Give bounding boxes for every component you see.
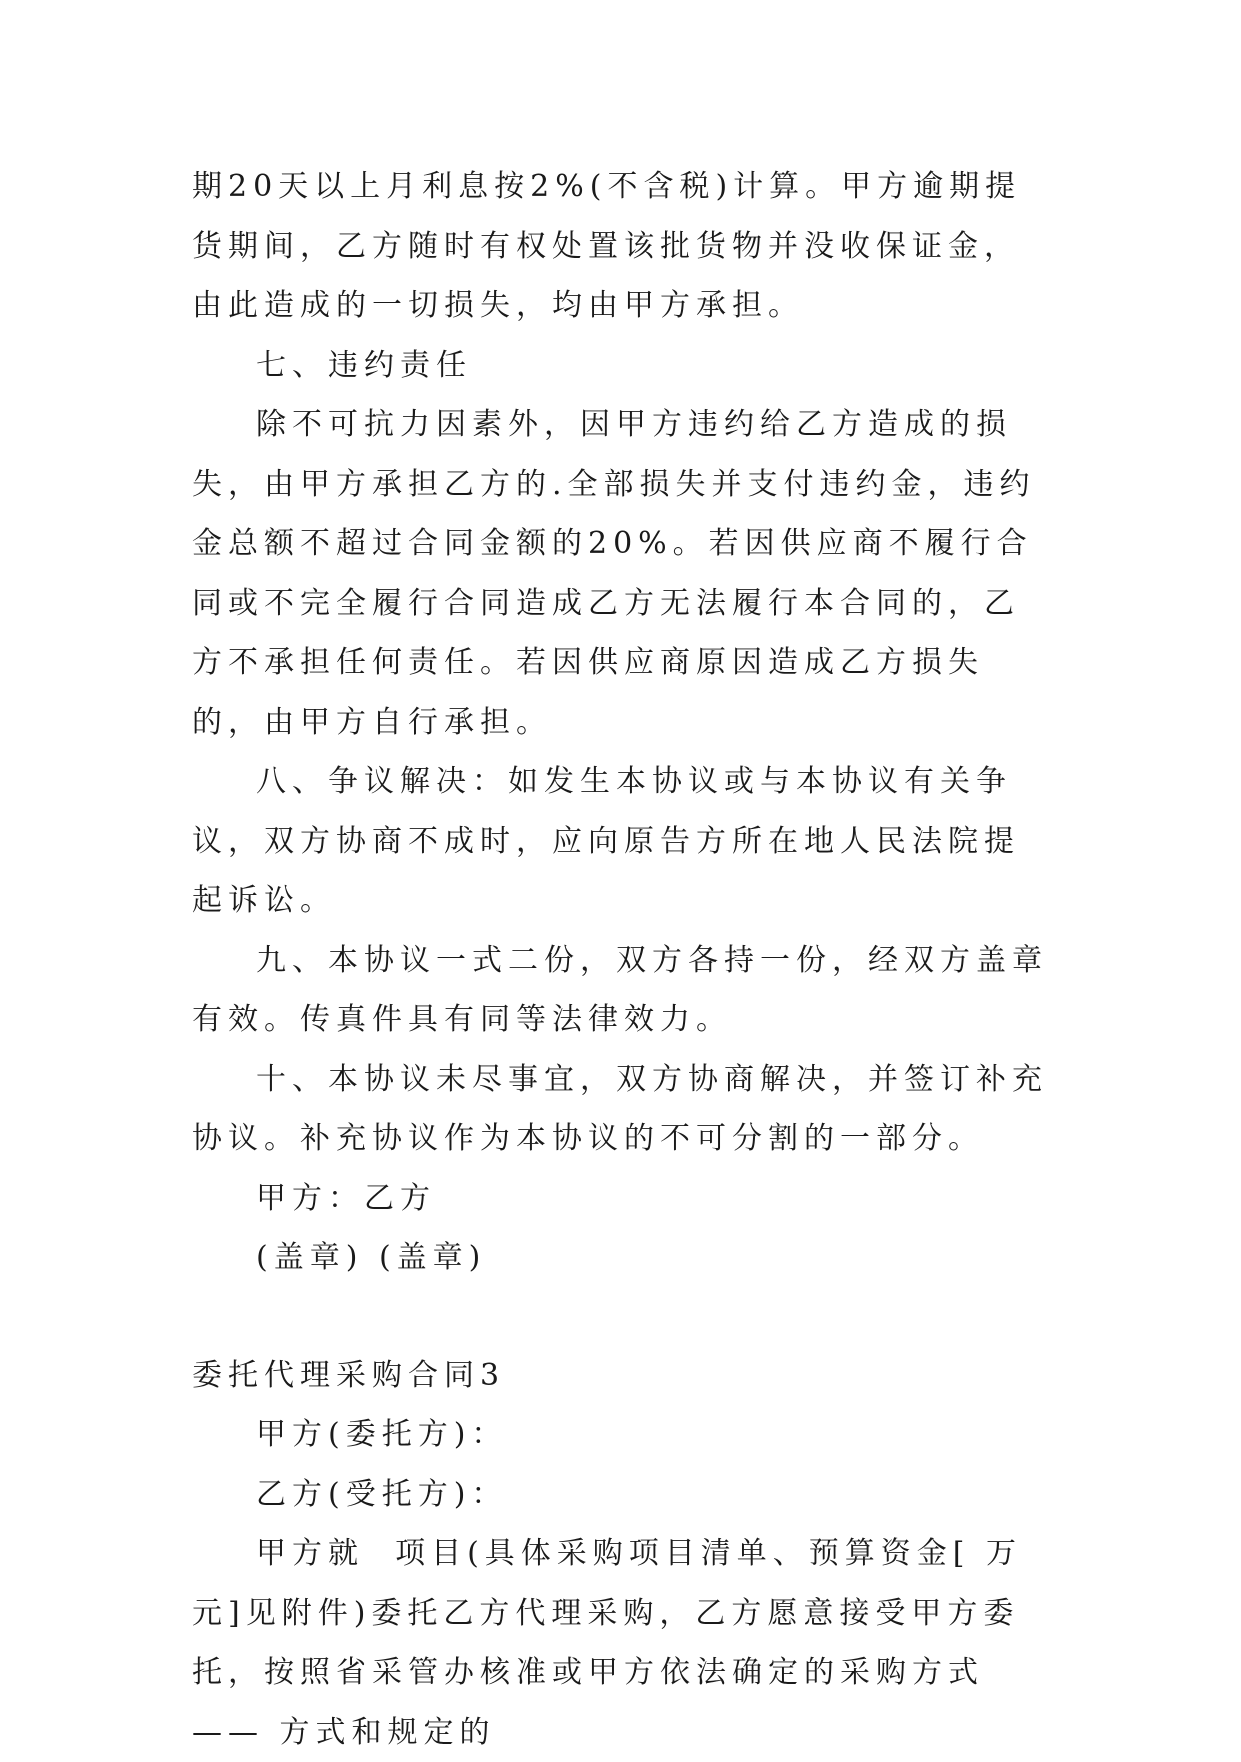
party-b-line: 乙方(受托方)： <box>256 1476 508 1512</box>
signature-parties: 甲方：乙方 <box>256 1180 436 1216</box>
paragraph-copies: 九、本协议一式二份，双方各持一份，经双方盖章有效。传真件具有同等法律效力。 <box>192 942 1048 1037</box>
paragraph-interest-clause: 期20天以上月利息按2%(不含税)计算。甲方逾期提货期间，乙方随时有权处置该批货物并没收保证金，由此造成的一切损失，均由甲方承担。 <box>192 169 1022 323</box>
document-body <box>192 157 1052 1762</box>
heading-breach-liability: 七、违约责任 <box>256 347 472 383</box>
paragraph-entrustment: 甲方就 项目(具体采购项目清单、预算资金[ 万元]见附件)委托乙方代理采购，乙方愿意接受甲方委托，按照省采管办核准或甲方依法确定的采购方式—— 方式和规定的 <box>192 1536 1023 1750</box>
party-a-line: 甲方(委托方)： <box>256 1417 508 1452</box>
signature-seals: (盖章) (盖章) <box>256 1240 487 1275</box>
paragraph-breach-liability: 除不可抗力因素外，因甲方违约给乙方造成的损失，由甲方承担乙方的.全部损失并支付违约金，违约金总额不超过合同金额的20%。若因供应商不履行合同或不完全履行合同造成乙方无法履行本合同的，乙方不承担任何责任。若因供应商原因造成乙方损失的，由甲方自行承担。 <box>192 407 1036 740</box>
section-title: 委托代理采购合同3 <box>192 1357 506 1393</box>
paragraph-supplementary: 十、本协议未尽事宜，双方协商解决，并签订补充协议。补充协议作为本协议的不可分割的一部分。 <box>192 1061 1048 1156</box>
section-spacer <box>192 1288 1052 1346</box>
paragraph-dispute-resolution: 八、争议解决：如发生本协议或与本协议有关争议，双方协商不成时，应向原告方所在地人民法院提起诉讼。 <box>192 764 1020 918</box>
